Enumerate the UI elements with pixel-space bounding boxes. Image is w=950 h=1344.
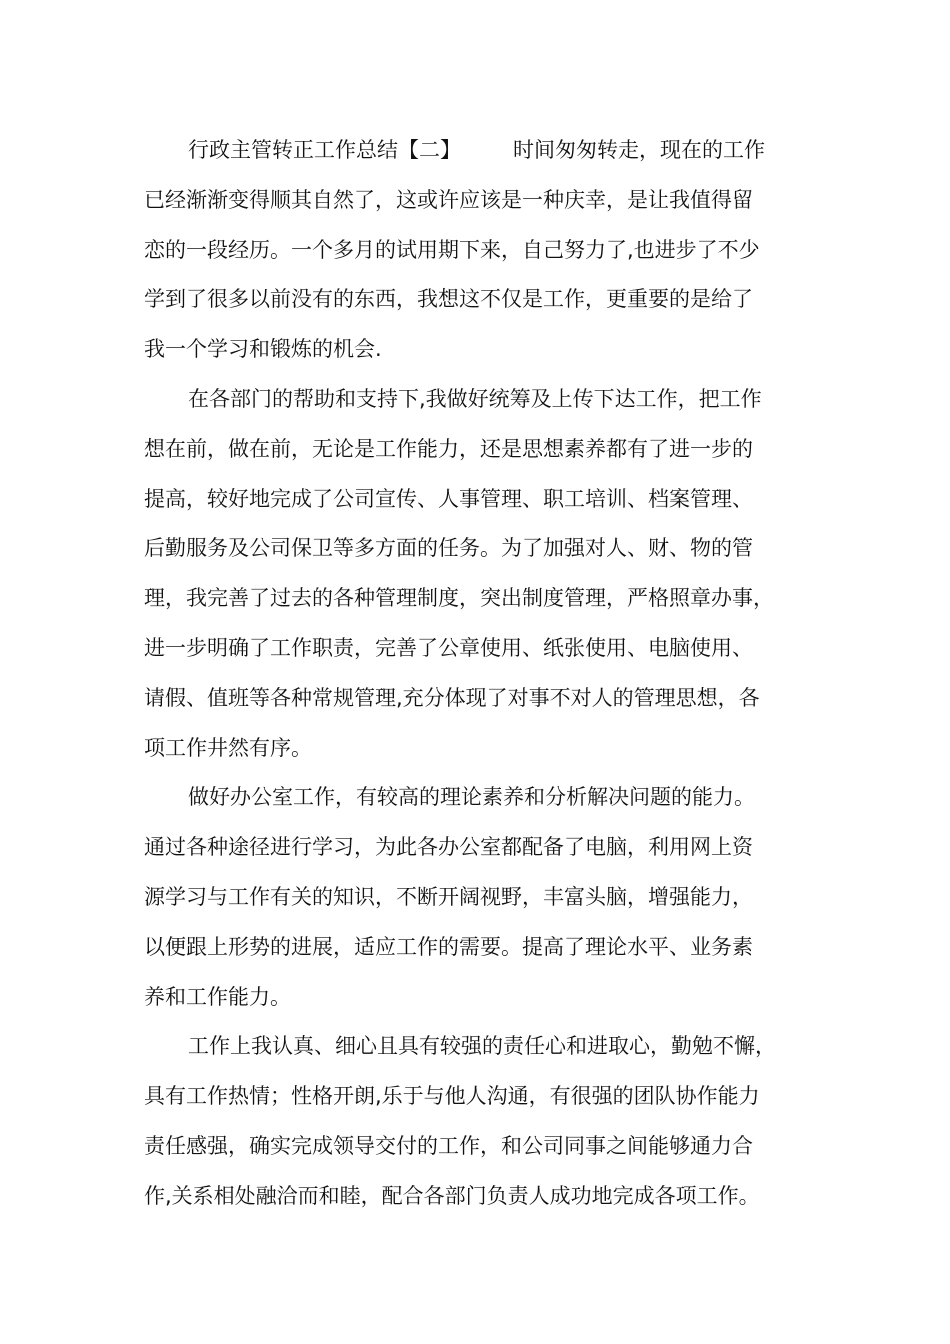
paragraph-line: 通过各种途径进行学习，为此各办公室都配备了电脑，利用网上资 — [144, 835, 753, 860]
paragraph-line: 做好办公室工作，有较高的理论素养和分析解决问题的能力。 — [188, 785, 755, 810]
document-body — [144, 126, 814, 1222]
paragraph-line: 想在前，做在前，无论是工作能力，还是思想素养都有了进一步的 — [144, 436, 753, 461]
paragraph-line: 作,关系相处融洽而和睦，配合各部门负责人成功地完成各项工作。 — [144, 1183, 760, 1208]
paragraph-1 — [144, 126, 814, 375]
paragraph-line: 以便跟上形势的进展，适应工作的需要。提高了理论水平、业务素 — [144, 934, 753, 959]
paragraph-line: 后勤服务及公司保卫等多方面的任务。为了加强对人、财、物的管 — [144, 536, 753, 561]
document-heading: 行政主管转正工作总结【二】 — [188, 138, 461, 162]
paragraph-line: 进一步明确了工作职责，完善了公章使用、纸张使用、电脑使用、 — [144, 635, 753, 660]
paragraph-line: 具有工作热情；性格开朗,乐于与他人沟通，有很强的团队协作能力 — [144, 1084, 760, 1109]
paragraph-2 — [144, 375, 814, 773]
paragraph-line: 项工作井然有序。 — [144, 735, 312, 760]
paragraph-line: 我一个学习和锻炼的机会. — [144, 337, 382, 362]
paragraph-line: 源学习与工作有关的知识，不断开阔视野，丰富头脑，增强能力， — [144, 884, 753, 909]
paragraph-4 — [144, 1022, 814, 1221]
paragraph-3 — [144, 773, 814, 1022]
paragraph-line: 责任感强，确实完成领导交付的工作，和公司同事之间能够通力合 — [144, 1133, 753, 1158]
paragraph-line: 已经渐渐变得顺其自然了，这或许应该是一种庆幸，是让我值得留 — [144, 187, 753, 212]
paragraph-line: 在各部门的帮助和支持下,我做好统筹及上传下达工作，把工作 — [188, 386, 762, 411]
paragraph-text: 时间匆匆转走，现在的工作 — [513, 138, 765, 162]
paragraph-line: 理，我完善了过去的各种管理制度，突出制度管理，严格照章办事， — [144, 586, 774, 611]
paragraph-line — [144, 126, 814, 176]
paragraph-line: 工作上我认真、细心且具有较强的责任心和进取心，勤勉不懈， — [188, 1034, 776, 1059]
paragraph-line: 恋的一段经历。一个多月的试用期下来，自己努力了,也进步了不少 — [144, 237, 760, 262]
paragraph-line: 提高，较好地完成了公司宣传、人事管理、职工培训、档案管理、 — [144, 486, 753, 511]
paragraph-line: 请假、值班等各种常规管理,充分体现了对事不对人的管理思想，各 — [144, 685, 760, 710]
paragraph-line: 学到了很多以前没有的东西，我想这不仅是工作，更重要的是给了 — [144, 287, 753, 312]
paragraph-line: 养和工作能力。 — [144, 984, 291, 1009]
